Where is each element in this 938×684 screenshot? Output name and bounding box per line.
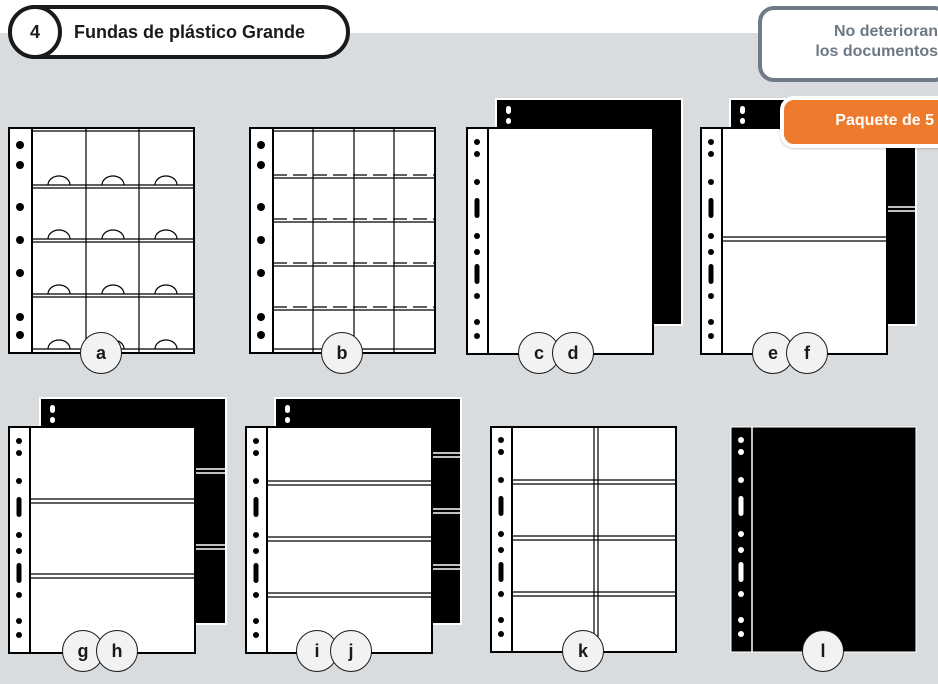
label-group-ij — [296, 630, 376, 674]
sheet-ij — [245, 397, 465, 655]
sheet-ij-drawing — [245, 397, 465, 655]
sheet-label-a: a — [80, 332, 122, 374]
sheet-k — [490, 426, 678, 654]
sheet-label-d: d — [552, 332, 594, 374]
feature-note-line-2: los documentos — [815, 43, 938, 60]
section-number: 4 — [8, 5, 62, 59]
sheet-cd-drawing — [466, 98, 686, 356]
feature-note-line-1: No deterioran — [833, 23, 938, 40]
sheet-label-e: e — [752, 332, 794, 374]
sheet-label-b: b — [321, 332, 363, 374]
section-title: Fundas de plástico Grande — [74, 22, 306, 42]
feature-note-text — [762, 22, 938, 62]
sheet-l — [730, 426, 918, 654]
sheet-label-c: c — [518, 332, 560, 374]
sheet-a-drawing — [8, 127, 196, 355]
sheet-b — [249, 127, 437, 355]
sheet-label-l: l — [802, 630, 844, 672]
package-badge-label: Paquete de 5 — [835, 112, 934, 129]
sheet-label-f: f — [786, 332, 828, 374]
sheet-label-h: h — [96, 630, 138, 672]
label-group-cd — [518, 332, 598, 376]
sheet-gh-drawing — [8, 397, 228, 655]
package-badge — [780, 96, 938, 148]
sheet-a — [8, 127, 196, 355]
sheet-label-k: k — [562, 630, 604, 672]
label-group-gh — [62, 630, 142, 674]
sheet-b-drawing — [249, 127, 437, 355]
section-title-pill — [8, 5, 350, 59]
sheet-label-g: g — [62, 630, 104, 672]
label-group-ef — [752, 332, 832, 376]
sheet-label-i: i — [296, 630, 338, 672]
sheet-cd — [466, 98, 686, 356]
sheet-k-drawing — [490, 426, 678, 654]
sheet-l-drawing — [730, 426, 918, 654]
sheet-gh — [8, 397, 228, 655]
sheet-label-j: j — [330, 630, 372, 672]
feature-note-box — [758, 6, 938, 82]
